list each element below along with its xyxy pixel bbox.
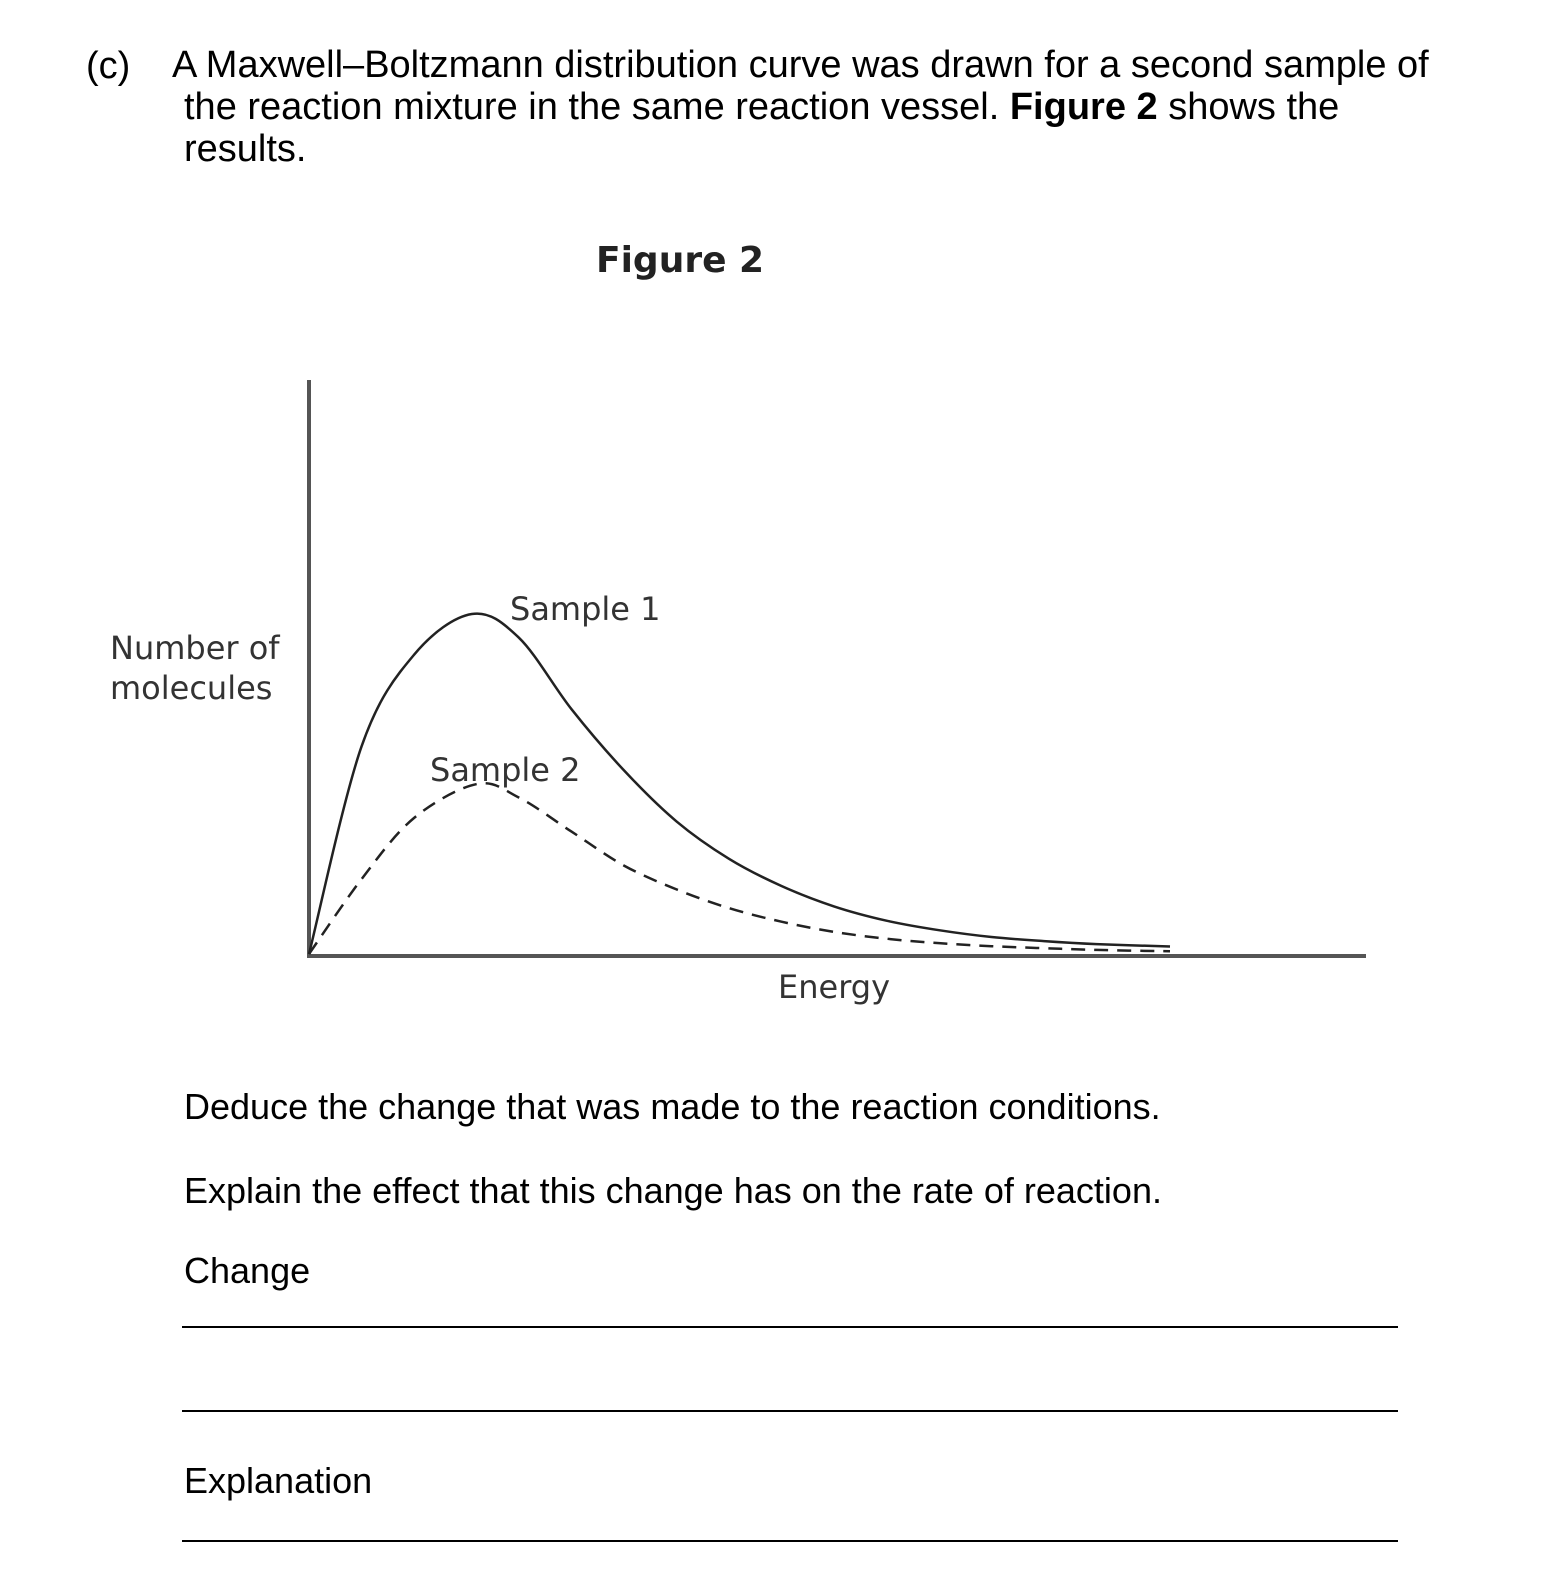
intro-line-1: A Maxwell–Boltzmann distribution curve was drawn for a second sample of: [172, 44, 1429, 86]
explain-prompt: Explain the effect that this change has on the rate of reaction.: [184, 1170, 1162, 1211]
change-answer-line-2[interactable]: [182, 1410, 1398, 1412]
intro-line-2-text: the reaction mixture in the same reaction vessel.: [184, 86, 1000, 128]
sample-1-label: Sample 1: [510, 590, 661, 628]
sample-2-label: Sample 2: [430, 751, 581, 789]
explanation-answer-line-1[interactable]: [182, 1540, 1398, 1542]
change-label: Change: [184, 1250, 311, 1291]
intro-line-3: results.: [184, 128, 307, 170]
x-axis-label: Energy: [778, 968, 891, 1006]
intro-line-2-end: shows the: [1168, 86, 1340, 128]
deduce-prompt: Deduce the change that was made to the reaction conditions.: [184, 1086, 1161, 1127]
figure-reference: Figure 2: [1009, 86, 1158, 128]
figure-title: Figure 2: [596, 240, 765, 281]
y-axis-label-line-2: molecules: [110, 669, 273, 707]
sample-2-curve: [309, 783, 1170, 954]
change-answer-line-1[interactable]: [182, 1326, 1398, 1328]
y-axis-label-line-1: Number of: [110, 629, 280, 667]
question-label: (c): [86, 45, 131, 87]
explanation-label: Explanation: [184, 1460, 373, 1501]
